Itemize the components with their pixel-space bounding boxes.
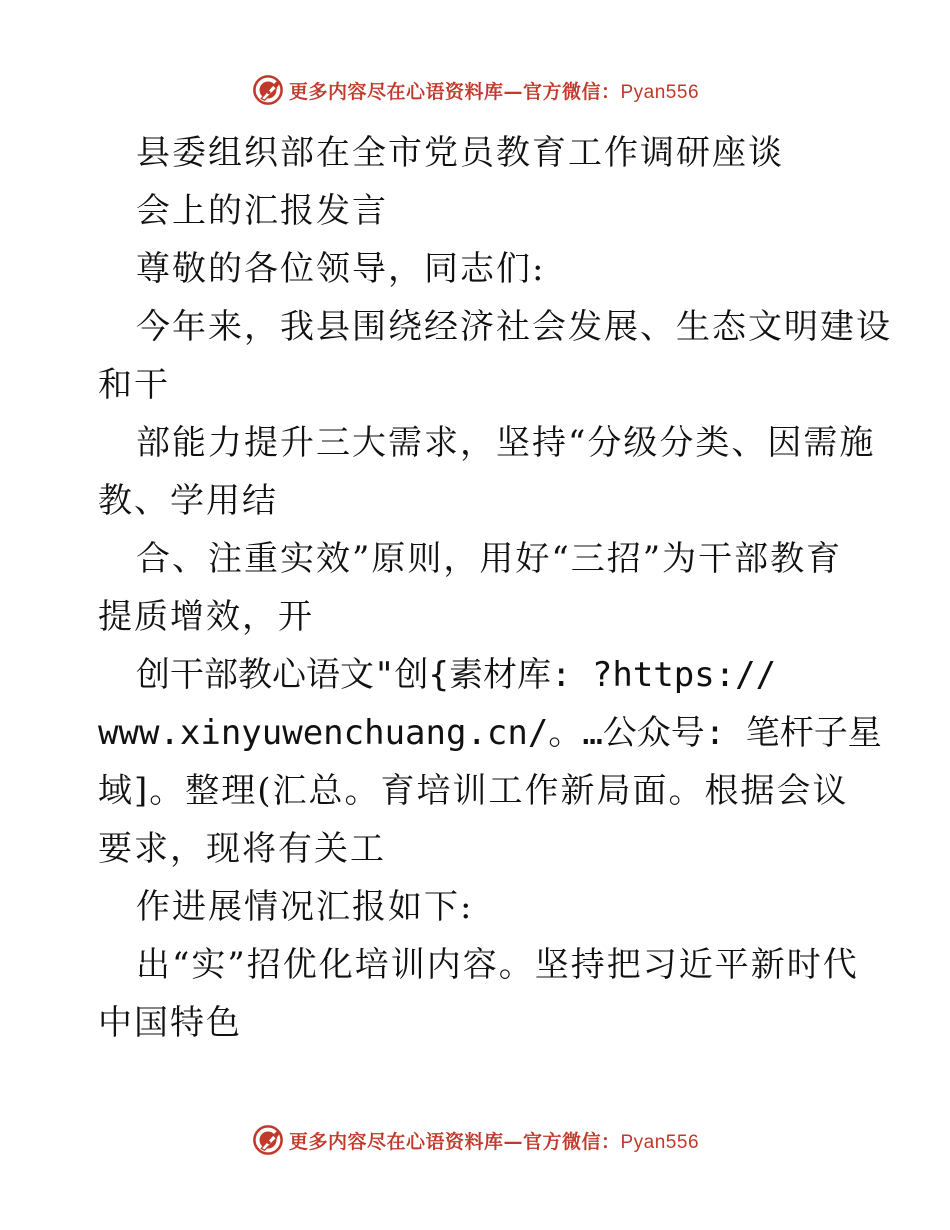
doc-title-line-1: 县委组织部在全市党员教育工作调研座谈 <box>136 133 784 173</box>
doc-paragraph-line: 今年来，我县围绕经济社会发展、生态文明建设 <box>136 307 892 347</box>
header-watermark <box>0 70 950 110</box>
footer-watermark <box>0 1120 950 1160</box>
doc-salutation: 尊敬的各位领导，同志们: <box>136 249 546 289</box>
pen-nib-logo-icon <box>251 73 285 107</box>
doc-paragraph-line: www.xinyuwenchuang.cn/。…公众号: 笔杆子星 <box>98 713 882 753</box>
doc-paragraph-line: 教、学用结 <box>98 481 278 521</box>
watermark-wechat-id: Pyan556 <box>620 81 700 103</box>
doc-paragraph-line: 部能力提升三大需求，坚持“分级分类、因需施 <box>136 423 876 463</box>
doc-paragraph-line: 域]。整理(汇总。育培训工作新局面。根据会议 <box>98 771 849 811</box>
doc-paragraph-line: 创干部教心语文"创{素材库: ?https:// <box>136 655 777 695</box>
doc-paragraph-line: 中国特色 <box>98 1003 242 1043</box>
doc-paragraph-line: 和干 <box>98 365 170 405</box>
doc-paragraph-line: 提质增效，开 <box>98 597 314 637</box>
doc-paragraph-line: 合、注重实效”原则，用好“三招”为干部教育 <box>136 539 843 579</box>
doc-title-line-2: 会上的汇报发言 <box>136 191 388 231</box>
pen-nib-logo-icon <box>251 1123 285 1157</box>
doc-paragraph-line: 要求，现将有关工 <box>98 829 386 869</box>
doc-paragraph-line: 作进展情况汇报如下: <box>136 887 474 927</box>
watermark-text: 更多内容尽在心语资料库—官方微信：Pyan556 <box>288 1130 700 1153</box>
watermark-wechat-id: Pyan556 <box>620 1131 700 1153</box>
doc-paragraph-line: 出“实”招优化培训内容。坚持把习近平新时代 <box>136 945 859 985</box>
watermark-text: 更多内容尽在心语资料库—官方微信：Pyan556 <box>288 80 700 103</box>
document-body <box>98 124 892 1052</box>
